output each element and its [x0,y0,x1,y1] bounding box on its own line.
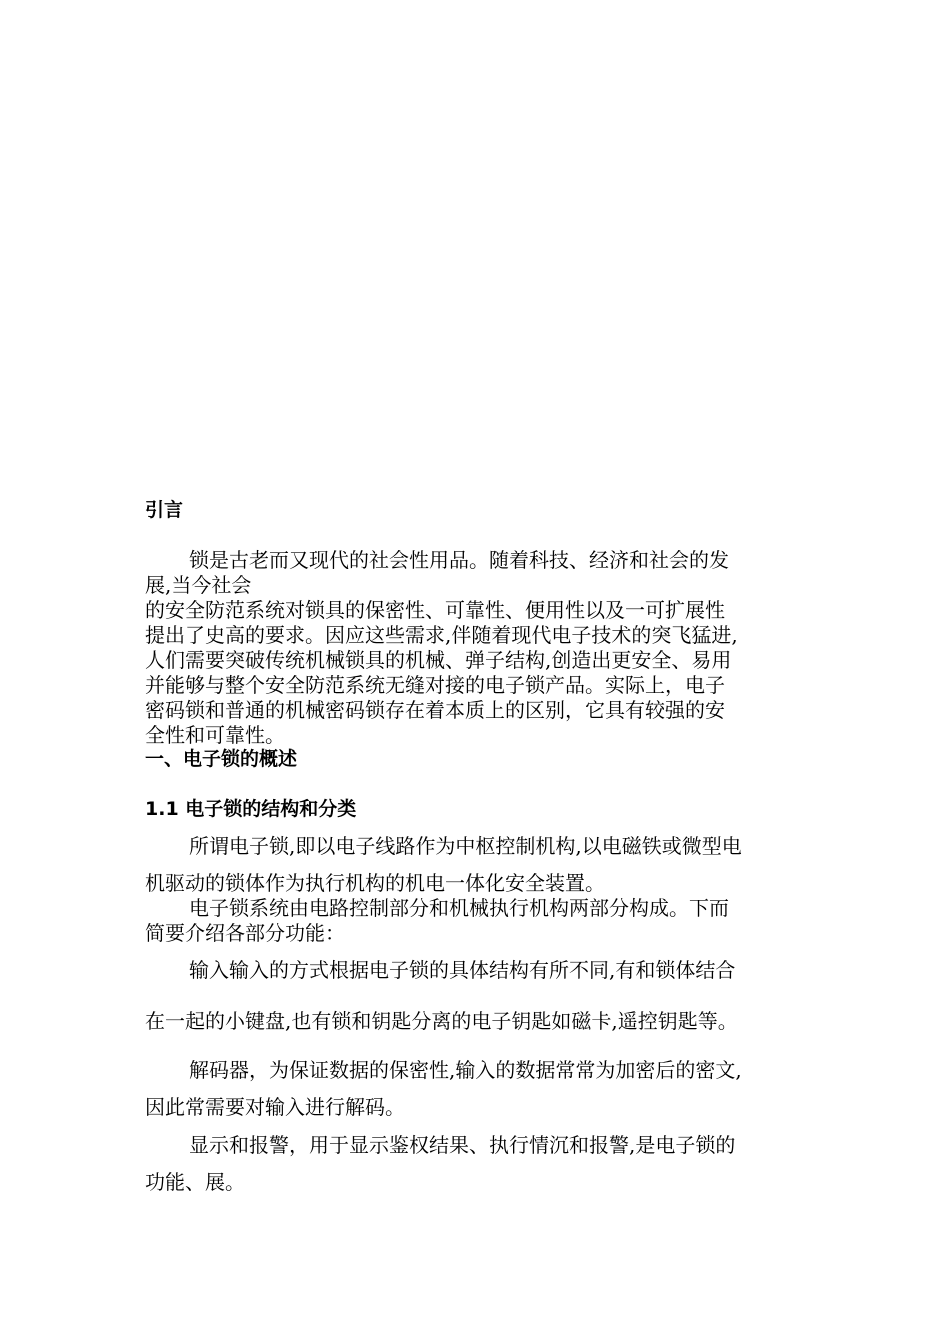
p3-line-2: 在一起的小键盘,也有锁和钥匙分离的电子钥匙如磁卡,遥控钥匙等。 [145,1009,738,1033]
intro-line-2: 展,当今社会 [145,573,252,597]
intro-line-3: 的安全防范系统对锁具的保密性、可靠性、便用性以及一可扩展性 [145,598,725,622]
chapter-1-title [145,746,810,772]
intro-line-4: 提出了史高的要求。因应这些需求,伴随着现代电子技术的突飞猛进, [145,623,738,647]
p5-line-1: 显示和报警，用于显示鉴权结果、执行情沉和报警,是电子锁的 [189,1133,736,1157]
intro-title-text: 引言 [145,499,184,521]
intro-line-5: 人们需要突破传统机械锁具的机械、弹子结构,创造出更安全、易用 [145,648,732,672]
paragraph-4 [145,1058,810,1120]
p4-line-1: 解码器，为保证数据的保密性,输入的数据常常为加密后的密文, [189,1058,742,1082]
paragraph-1 [145,834,810,896]
intro-paragraph [145,548,810,748]
p2-line-1: 电子锁系统由电路控制部分和机械执行机构两部分构成。下而 [189,896,729,920]
intro-line-6: 并能够与整个安全防范系统无缝对接的电子锁产品。实际上，电子 [145,673,725,697]
p4-line-2: 因此常需要对输入进行解码。 [145,1095,405,1119]
intro-line-8: 全性和可靠性。 [145,723,285,747]
p5-line-2: 功能、展。 [145,1170,245,1194]
p1-line-1: 所谓电子锁,即以电子线路作为中枢控制机构,以电磁铁或微型电 [189,834,742,858]
p1-line-2: 机驱动的锁体作为执行机构的机电一体化安全装置。 [145,871,605,895]
paragraph-3 [145,958,810,1034]
p2-line-2: 简要介绍各部分功能： [145,921,345,945]
section-1-1-title-text: 1.1 电子锁的结构和分类 [145,798,357,820]
intro-line-1: 锁是古老而又现代的社会性用品。随着科技、经济和社会的发 [189,548,729,572]
intro-title [145,497,810,523]
chapter-1-title-text: 一、电子锁的概述 [145,748,298,770]
p3-line-1: 输入输入的方式根据电子锁的具体结构有所不同,有和锁体结合 [189,958,736,982]
intro-line-7: 密码锁和普通的机械密码锁存在着本质上的区别，它具有较强的安 [145,698,725,722]
paragraph-2 [145,896,810,946]
section-1-1-title [145,796,810,822]
paragraph-5 [145,1133,810,1195]
